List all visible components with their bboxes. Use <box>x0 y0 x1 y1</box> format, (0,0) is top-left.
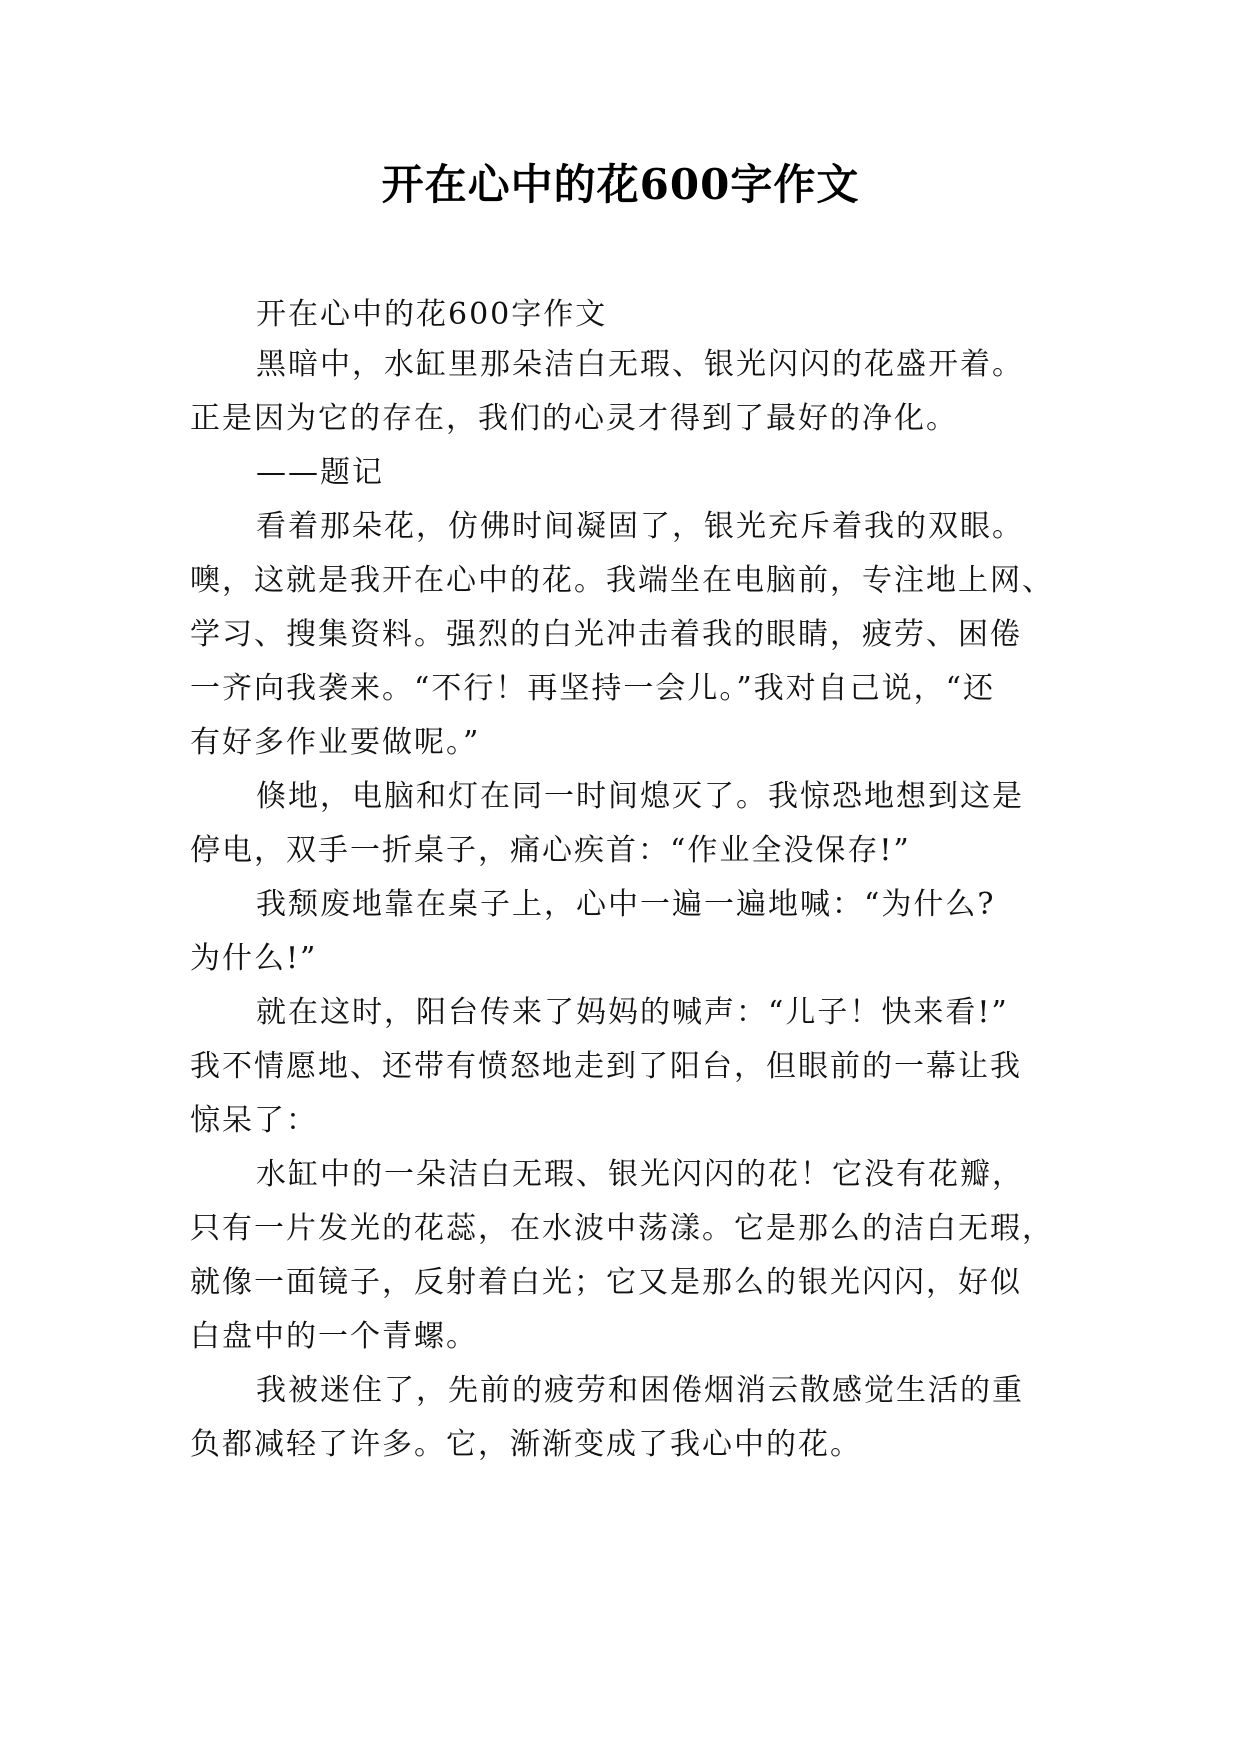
paragraph-line: 水缸中的一朵洁白无瑕、银光闪闪的花！它没有花瓣， <box>256 1157 1024 1192</box>
paragraph-line: 有好多作业要做呢。” <box>190 725 481 760</box>
paragraph-line: 为什么!” <box>190 941 318 976</box>
paragraph-line: 停电，双手一折桌子，痛心疾首：“作业全没保存!” <box>190 833 911 868</box>
paragraph-line: 惊呆了： <box>190 1103 318 1138</box>
paragraph-line: 白盘中的一个青螺。 <box>190 1319 478 1354</box>
paragraph-line: 我被迷住了，先前的疲劳和困倦烟消云散感觉生活的重 <box>256 1373 1024 1408</box>
paragraph-line: 我不情愿地、还带有愤怒地走到了阳台，但眼前的一幕让我 <box>190 1049 1022 1084</box>
epigraph-attribution: ——题记 <box>256 455 384 490</box>
paragraph-line: 就在这时，阳台传来了妈妈的喊声：“儿子！快来看!” <box>256 995 1009 1030</box>
paragraph-line: 只有一片发光的花蕊，在水波中荡漾。它是那么的洁白无瑕， <box>190 1211 1054 1246</box>
paragraph-line: 就像一面镜子，反射着白光；它又是那么的银光闪闪，好似 <box>190 1265 1022 1300</box>
paragraph-line: 看着那朵花，仿佛时间凝固了，银光充斥着我的双眼。 <box>256 509 1024 544</box>
paragraph-line: 倏地，电脑和灯在同一时间熄灭了。我惊恐地想到这是 <box>256 779 1024 814</box>
paragraph-line: 正是因为它的存在，我们的心灵才得到了最好的净化。 <box>190 401 958 436</box>
paragraph-line: 噢，这就是我开在心中的花。我端坐在电脑前，专注地上网、 <box>190 563 1054 598</box>
paragraph-line: 黑暗中，水缸里那朵洁白无瑕、银光闪闪的花盛开着。 <box>256 347 1024 382</box>
essay-heading-line: 开在心中的花600字作文 <box>256 297 608 332</box>
paragraph-line: 负都减轻了许多。它，渐渐变成了我心中的花。 <box>190 1427 862 1462</box>
document-title: 开在心中的花600字作文 <box>381 160 860 209</box>
paragraph-line: 一齐向我袭来。“不行！再坚持一会儿。”我对自己说，“还 <box>190 671 996 706</box>
paragraph-line: 学习、搜集资料。强烈的白光冲击着我的眼睛，疲劳、困倦 <box>190 617 1022 652</box>
paragraph-line: 我颓废地靠在桌子上，心中一遍一遍地喊：“为什么? <box>256 887 996 922</box>
